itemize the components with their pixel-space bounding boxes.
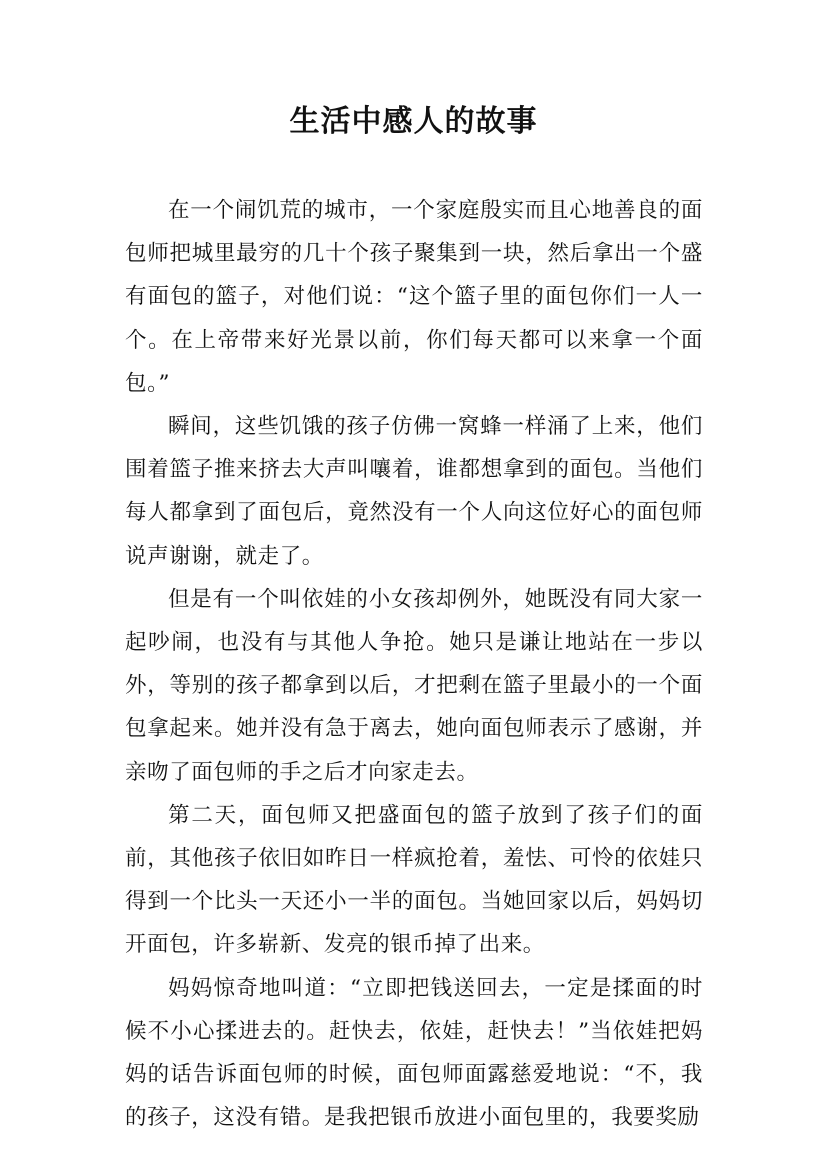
paragraph: 第二天，面包师又把盛面包的篮子放到了孩子们的面前，其他孩子依旧如昨日一样疯抢着，羞怯、可怜的依娃只得到一个比头一天还小一半的面包。当她回家以后，妈妈切开面包，许多崭新、发亮的银币掉了出来。 <box>125 802 703 958</box>
paragraph: 但是有一个叫依娃的小女孩却例外，她既没有同大家一起吵闹，也没有与其他人争抢。她只是谦让地站在一步以外，等别的孩子都拿到以后，才把剩在篮子里最小的一个面包拿起来。她并没有急于离去，她向面包师表示了感谢，并亲吻了面包师的手之后才向家走去。 <box>125 586 703 785</box>
document-title: 生活中感人的故事 <box>289 104 538 139</box>
paragraph: 妈妈惊奇地叫道：“立即把钱送回去，一定是揉面的时候不小心揉进去的。赶快去，依娃，赶快去！”当依娃把妈妈的话告诉面包师的时候，面包师面露慈爱地说：“不，我的孩子，这没有错。是我把银币放进小面包里的，我要奖励 <box>125 975 703 1131</box>
paragraph: 瞬间，这些饥饿的孩子仿佛一窝蜂一样涌了上来，他们围着篮子推来挤去大声叫嚷着，谁都想拿到的面包。当他们每人都拿到了面包后，竟然没有一个人向这位好心的面包师说声谢谢，就走了。 <box>125 414 703 569</box>
paragraph: 在一个闹饥荒的城市，一个家庭殷实而且心地善良的面包师把城里最穷的几十个孩子聚集到一块，然后拿出一个盛有面包的篮子，对他们说：“这个篮子里的面包你们一人一个。在上帝带来好光景以前，你们每天都可以来拿一个面包。” <box>125 198 703 396</box>
document-body <box>125 189 703 1139</box>
